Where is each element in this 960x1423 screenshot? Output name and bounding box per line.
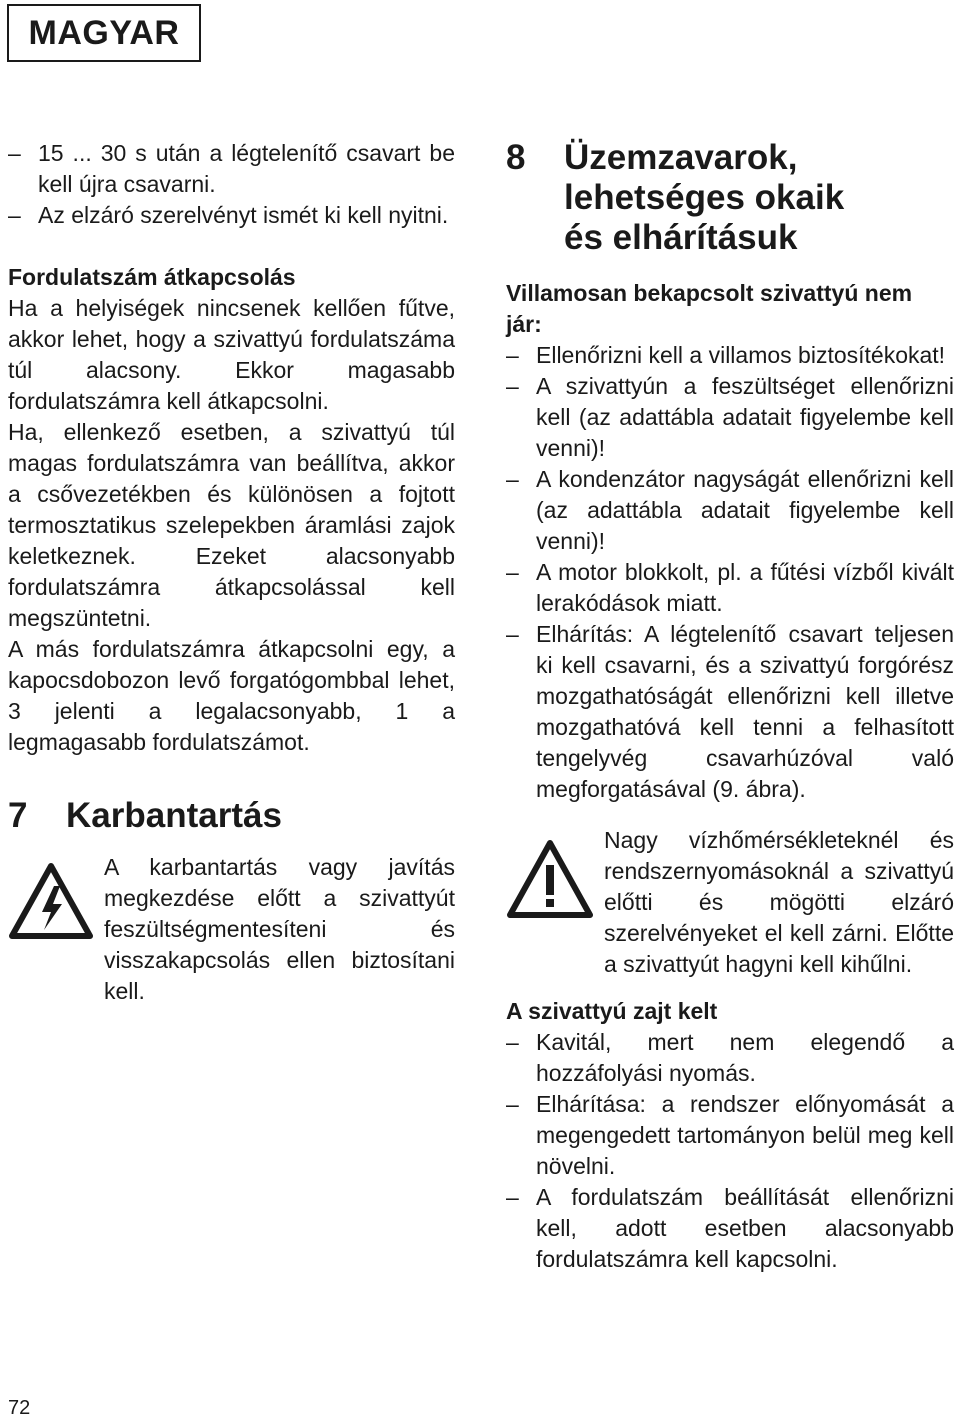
fault-heading: A szivattyú zajt kelt <box>506 998 718 1024</box>
temperature-caution <box>506 825 954 980</box>
speed-paragraph-1: Ha a helyiségek nincsenek kellően fűtve, akkor lehet, hogy a szivattyú fordulatszáma túl alacsony. Ekkor magasabb fordulatszámra kell átkapcsolni. <box>8 295 455 414</box>
section-title-line: lehetséges okaik <box>564 178 845 217</box>
list-item: – Kavitál, mert nem elegendő a hozzáfolyási nyomás. <box>506 1027 954 1089</box>
speed-heading: Fordulatszám átkapcsolás <box>8 264 296 290</box>
list-item: – Az elzáró szerelvényt ismét ki kell nyitni. <box>8 200 455 231</box>
list-item: – Elhárítás: A légtelenítő csavart teljesen ki kell csavarni, és a szivattyú forgórész mozgathatóságát ellenőrizni kell illetve mozgathatóvá kell tenni a felhasított tengelyvég csavarhúzóval való megforgatásával (9. ábra). <box>506 619 954 805</box>
speed-paragraph-3: A más fordulatszámra átkapcsolni egy, a kapocsdobozon levő forgatógombbal lehet, 3 jelenti a legalacsonyabb, 1 a legmagasabb fordulatszámot. <box>8 636 455 755</box>
list-item: – Elhárítása: a rendszer előnyomását a megengedett tartományon belül meg kell növelni. <box>506 1089 954 1182</box>
high-voltage-warning-icon <box>8 852 104 1007</box>
section-title-text: Karbantartás <box>66 796 282 835</box>
list-item: – 15 ... 30 s után a légtelenítő csavart be kell újra csavarni. <box>8 138 455 200</box>
list-item: – A motor blokkolt, pl. a fűtési vízből kivált lerakódások miatt. <box>506 557 954 619</box>
section-8-title <box>506 138 954 258</box>
section-7-title <box>8 796 455 836</box>
maintenance-warning <box>8 852 455 1007</box>
temperature-caution-text: Nagy vízhőmérsékleteknél és rendszernyomásoknál a szivattyú előtti és mögötti elzáró szerelvényeket el kell zárni. Előtte a szivattyút hagyni kell kihűlni. <box>604 827 954 977</box>
list-item: – A fordulatszám beállítását ellenőrizni kell, adott esetben alacsonyabb fordulatszámra kell kapcsolni. <box>506 1182 954 1275</box>
list-item: – Ellenőrizni kell a villamos biztosítékokat! <box>506 340 954 371</box>
list-item: – A szivattyún a feszültséget ellenőrizni kell (az adattábla adatait figyelembe kell venni)! <box>506 371 954 464</box>
speed-paragraph-2: Ha, ellenkező esetben, a szivattyú túl magas fordulatszámra van beállítva, akkor a csővezetékben és különösen a fojtott termosztatikus szelepekben áramlási zajok keletkeznek. Ezeket alacsonyabb fordulatszámra átkapcsolással kell megszüntetni. <box>8 419 455 631</box>
section-title-line: Üzemzavarok, <box>564 138 798 177</box>
section-number: 8 <box>506 138 526 177</box>
fault-heading: Villamosan bekapcsolt szivattyú nem jár: <box>506 280 913 337</box>
section-title-line: és elhárításuk <box>564 218 798 257</box>
maintenance-warning-text: A karbantartás vagy javítás megkezdése előtt a szivattyút feszültségmentesíteni és visszakapcsolás ellen biztosítani kell. <box>104 854 455 1004</box>
exclamation-warning-icon <box>506 825 604 980</box>
page-number: 72 <box>8 1397 31 1419</box>
list-item: – A kondenzátor nagyságát ellenőrizni kell (az adattábla adatait figyelembe kell venni)! <box>506 464 954 557</box>
language-label: MAGYAR <box>7 4 201 62</box>
right-column <box>506 138 954 1275</box>
left-column <box>8 138 455 1007</box>
section-number: 7 <box>8 796 28 835</box>
